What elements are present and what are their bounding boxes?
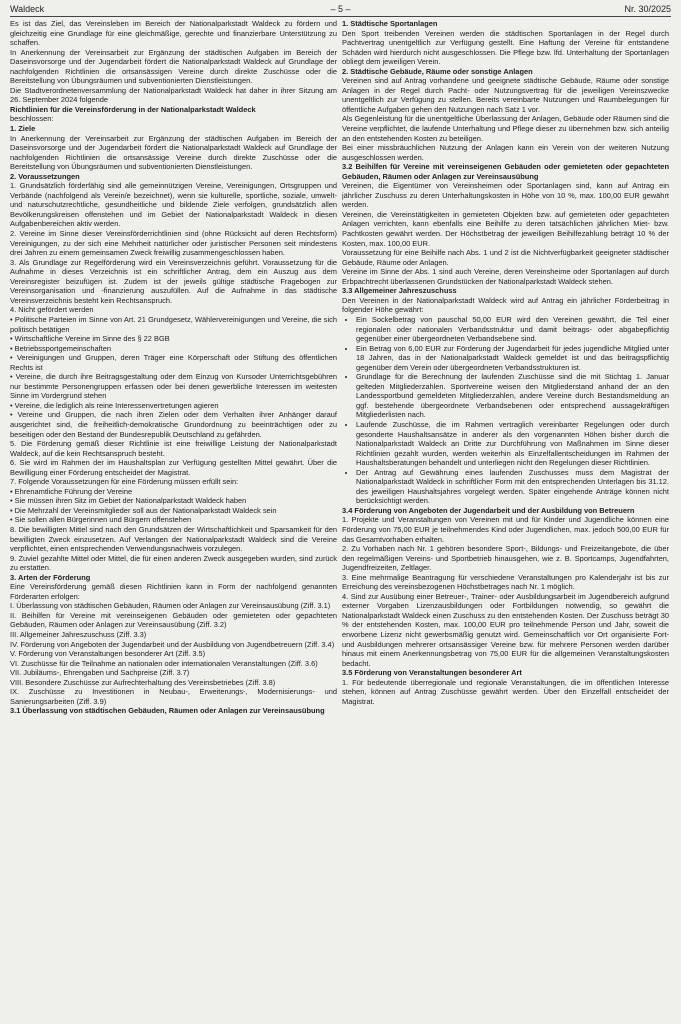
paragraph: Den Sport treibenden Vereinen werden die städtischen Sportanlagen in der Regel durch Pachtvertrag unentgeltlich zur Verfügung gestellt. Eine Haftung der Vereine für entstandene Schäden wird hierdurch nicht ausgeschlossen. Die Pflege bzw. lfd. Unterhaltung der Sportanlagen obliegt dem jeweiligen Verein.: [342, 28, 669, 67]
paragraph: • Sie sollen allen Bürgerinnen und Bürgern offenstehen: [10, 515, 192, 525]
paragraph: V. Förderung von Veranstaltungen besonderer Art (Ziff. 3.5): [10, 649, 206, 659]
section-heading: 3.2 Beihilfen für Vereine mit vereinseigenen Gebäuden oder gemieteten oder gepachteten Gebäuden, Räumen oder Anlagen zur Vereinsausübung: [342, 162, 669, 181]
paragraph: 3. Als Grundlage zur Regelförderung wird ein Vereinsverzeichnis geführt. Voraussetzung für die Aufnahme in dieses Verzeichnis ist ein schriftlicher Antrag, dem ein Auszug aus dem Vereinsregister beizufügen ist. Zudem ist der jeweils gültige städtische Fragebogen zur Vereinsorganisation und -finanzierung auszufüllen. Auf die Aufnahme in das städtische Vereinsverzeichnis besteht kein Rechtsanspruch.: [10, 257, 337, 305]
paragraph: Den Vereinen in der Nationalparkstadt Waldeck wird auf Antrag ein jährlicher Förderbeitrag in folgender Höhe gewährt:: [342, 295, 669, 315]
paragraph: • Die Mehrzahl der Vereinsmitglieder soll aus der Nationalparkstadt Waldeck sein: [10, 505, 277, 515]
left-column: [10, 19, 337, 1019]
paragraph: Es ist das Ziel, das Vereinsleben im Bereich der Nationalparkstadt Waldeck zu fördern und gleichzeitig eine Grundlage für eine gleichmäßige, gerechte und finanzierbare Unterstützung zu schaffen.: [10, 19, 337, 48]
paragraph: 1. Projekte und Veranstaltungen von Vereinen mit und für Kinder und Jugendliche können eine Förderung von 75,00 EUR je teilnehmendes Kind oder Jugendlichen, max. jedoch 500,00 EUR für das Gesamtvorhaben erhalten.: [342, 515, 669, 544]
section-heading: 3.5 Förderung von Veranstaltungen besonderer Art: [342, 668, 522, 678]
paragraph: VI. Zuschüsse für die Teilnahme an nationalen oder internationalen Veranstaltungen (Ziff. 3.6): [10, 658, 318, 668]
paragraph: • Politische Parteien im Sinne von Art. 21 Grundgesetz, Wählervereinigungen und Vereine, die sich politisch betätigen: [10, 314, 337, 334]
paragraph: • Vereine, die lediglich als reine Interessenvertretungen agieren: [10, 400, 219, 410]
paragraph: Eine Vereinsförderung gemäß diesen Richtlinien kann in Form der nachfolgend genannten Förderarten erfolgen:: [10, 582, 337, 601]
paragraph: • Vereine, die durch ihre Beitragsgestaltung oder dem Einzug von Kursoder Unterrichtsgebühren nur bestimmte Personengruppen erfassen oder bei denen gewerbliche Interessen im weitesten Sinne im Vordergrund stehen: [10, 372, 337, 401]
header-issue-number: Nr. 30/2025: [624, 4, 671, 14]
list-item: • Grundlage für die Berechnung der laufenden Zuschüsse sind die mit Stichtag 1. Januar gelteden Mitgliederzahlen. Sportvereine weisen den Mitgliederstand anhand der an den Landessportbund gemeldeten Mitgliederzahlen, andere Vereine durch Bestandsmeldung an ggf. bestehende übergeordnete Verbandsebenen oder entsprechend aussagekräftigen Mitgliederlisten nach.: [356, 372, 669, 420]
paragraph: • Sie müssen ihren Sitz im Gebiet der Nationalparkstadt Waldeck haben: [10, 496, 247, 506]
paragraph: 7. Folgende Voraussetzungen für eine Förderung müssen erfüllt sein:: [10, 477, 239, 487]
paragraph: Vereinen, die Vereinstätigkeiten in gemieteten Objekten bzw. auf gemieteten oder gepachteten Anlagen verrichten, kann ebenfalls eine Beihilfe zu deren tatsächlichen jährlichen Miet- bzw. Pachtkosten gewährt werden. Der Höchstbetrag der jeweiligen Beihilfezahlung beträgt 10 % der Kosten, max. 100,00 EUR.: [342, 209, 669, 248]
section-heading: Richtlinien für die Vereinsförderung in der Nationalparkstadt Waldeck: [10, 104, 256, 114]
paragraph: 5. Die Förderung gemäß dieser Richtlinie ist eine freiwillige Leistung der Nationalparkstadt Waldeck, auf die kein Rechtsanspruch besteht.: [10, 439, 337, 458]
list-item: • Ein Betrag von 6,00 EUR zur Förderung der Jugendarbeit für jedes jugendliche Mitglied unter 18 Jahren, das in der Nationalparkstadt Waldeck gemeldet ist und das beitragspflichtig gegenüber dem Verein oder übergeordneten Verbandsstrukturen ist.: [356, 344, 669, 373]
header-rule: [10, 16, 671, 17]
list-item: • Ein Sockelbetrag von pauschal 50,00 EUR wird den Vereinen gewährt, die Teil einer regionalen oder nationalen Verbandsstruktur und damit beitrags- oder abgabepflichtig gegenüber einer übergeordneten Verbandsebene sind.: [356, 315, 669, 344]
section-heading: 3.3 Allgemeiner Jahreszuschuss: [342, 286, 457, 296]
paragraph: 9. Zuviel gezahlte Mittel oder Mittel, die für einen anderen Zweck ausgegeben wurden, sind zurück zu erstatten.: [10, 553, 337, 573]
section-heading: 3. Arten der Förderung: [10, 572, 91, 582]
right-column: [342, 19, 669, 1019]
paragraph: IX. Zuschüsse zu Investitionen in Neubau-, Erweiterungs-, Modernisierungs- und Sanierungsarbeiten (Ziff. 3.9): [10, 687, 337, 706]
paragraph: beschlossen:: [10, 114, 54, 124]
paragraph: 4. Nicht gefördert werden: [10, 305, 94, 315]
section-heading: 2. Voraussetzungen: [10, 171, 80, 181]
paragraph: • Vereinigungen und Gruppen, deren Träger eine Körperschaft oder Stiftung des öffentlichen Rechts ist: [10, 353, 337, 372]
paragraph: Vereinen sind auf Antrag vorhandene und geeignete städtische Gebäude, Räume oder sonstige Anlagen in der Regel durch Pacht- oder Nutzungsvertrag für die jeweiligen Vereinszwecke unentgeltlich zur Verfügung zu stellen. Bereits vereinbarte Nutzungen und Raumbelegungen für öffentliche Aufgaben gehen den Nutzungen nach Satz 1 vor.: [342, 76, 669, 114]
paragraph: • Betriebssportgemeinschaften: [10, 343, 111, 353]
header-place: Waldeck: [10, 4, 45, 14]
paragraph: Voraussetzung für eine Beihilfe nach Abs. 1 und 2 ist die Nichtverfügbarkeit geeigneter städtischer Gebäude, Räume oder Anlagen.: [342, 248, 669, 267]
header-page-number: – 5 –: [330, 4, 351, 14]
paragraph: 3. Eine mehrmalige Beantragung für verschiedene Veranstaltungen pro Kalenderjahr ist bis zur Erreichung des vereinsbezogenen Höchstbetrages nach Nr. 1 möglich.: [342, 572, 669, 592]
section-heading: 1. Städtische Sportanlagen: [342, 19, 438, 28]
paragraph: In Anerkennung der Vereinsarbeit zur Ergänzung der städtischen Aufgaben im Bereich der Daseinsvorsorge und der Jugendarbeit fördert die Nationalparkstadt Waldeck auf Grundlage der nachfolgenden Richtlinien die ortsansässige Vereine durch direkte Zuschüsse oder die Bereitstellung von Übungsräumen und subventionierten Dienstleistungen.: [10, 133, 337, 172]
paragraph: Vereine im Sinne der Abs. 1 sind auch Vereine, deren Vereinsheime oder Sportanlagen auf durch Erbpachtrecht überlassenen Grundstücken der Nationalparkstadt Waldeck stehen.: [342, 267, 669, 286]
paragraph: • Vereine und Gruppen, die nach ihren Zielen oder dem Verhalten ihrer Anhänger darauf ausgerichtet sind, die freiheitlich-demokratische Grundordnung zu beeinträchtigen oder zu beseitigen oder den Bestand der Bundesrepublik Deutschland zu gefährden.: [10, 410, 337, 439]
running-header: [10, 3, 671, 15]
paragraph: 1. Für bedeutende überregionale und regionale Veranstaltungen, die im öffentlichen Interesse stehen, können auf Antrag Zuschüsse gewährt werden. Über den Einzelfall entscheidet der Magistrat.: [342, 677, 669, 706]
paragraph: II. Beihilfen für Vereine mit vereinseigenen Gebäuden oder gemieteten oder gepachteten Gebäuden, Räumen oder Anlagen zur Vereinsausübung (Ziff. 3.2): [10, 610, 337, 630]
paragraph: 2. Zu Vorhaben nach Nr. 1 gehören besondere Sport-, Bildungs- und Freizeitangebote, die über den regelmäßigen Vereins- und Sportbetrieb hinausgehen, wie z. B. Sportcamps, Jugendfahrten, Jugendfreizeiten, Zeltlager.: [342, 544, 669, 573]
paragraph: IV. Förderung von Angeboten der Jugendarbeit und der Ausbildung von Jugendbetreuern (Ziff. 3.4): [10, 639, 335, 649]
paragraph: 8. Die bewilligten Mittel sind nach den Grundsätzen der Wirtschaftlichkeit und Sparsamkeit für den bewilligten Zweck einzusetzen. Auf Verlangen der Nationalparkstadt Waldeck sind die Vereine verpflichtet, einen entsprechenden Verwendungsnachweis vorzulegen.: [10, 524, 337, 554]
paragraph: I. Überlassung von städtischen Gebäuden, Räumen oder Anlagen zur Vereinsausübung (Ziff. 3.1): [10, 601, 331, 611]
paragraph: VIII. Besondere Zuschüsse zur Aufrechterhaltung des Vereinsbetriebes (Ziff. 3.8): [10, 677, 276, 687]
section-heading: 2. Städtische Gebäude, Räume oder sonstige Anlagen: [342, 66, 533, 76]
list-item: • Laufende Zuschüsse, die im Rahmen vertraglich vereinbarter Regelungen oder durch gesonderte Haushaltsansätze in anderer als den vorgenannten Höhen bisher durch die Nationalparkstadt Waldeck an Dritte zur Durchführung von Maßnahmen im Sinne dieser Richtlinien gezahlt wurden, werden weiterhin als Einzelfallentscheidungen im Rahmen der Haushaltsberatungen behandelt und unterliegen nicht den Regelungen dieser Richtlinien.: [356, 420, 669, 468]
paragraph: In Anerkennung der Vereinsarbeit zur Ergänzung der städtischen Aufgaben im Bereich der Daseinsvorsorge und der Jugendarbeit fördert die Nationalparkstadt Waldeck auf Grundlage der nachfolgenden Richtlinien die ortsansässigen Vereine durch direkte Zuschüsse oder die Bereitstellung von Übungsräumen und subventionierten Dienstleistungen.: [10, 47, 337, 86]
section-heading: 3.4 Förderung von Angeboten der Jugendarbeit und der Ausbildung von Betreuern: [342, 505, 635, 515]
paragraph: Vereinen, die Eigentümer von Vereinsheimen oder Sportanlagen sind, kann auf Antrag ein jährlicher Zuschuss zu deren Unterhaltungskosten in Höhe von 10 %, max. 100,00 EUR gewährt werden.: [342, 181, 669, 210]
bullet-list: [342, 315, 669, 506]
paragraph: Bei einer missbräuchlichen Nutzung der Anlagen kann ein Verein von der weiteren Nutzung ausgeschlossen werden.: [342, 143, 669, 162]
paragraph: Die Stadtverordnetenversammlung der Nationalparkstadt Waldeck hat daher in ihrer Sitzung am 26. September 2024 folgende: [10, 85, 337, 105]
paragraph: Als Gegenleistung für die unentgeltliche Überlassung der Anlagen, Gebäude oder Räumen sind die Vereine verpflichtet, die laufende Unterhaltung und Pflege dieser zu übernehmen bzw. sich anteilig an den entstehenden Kosten zu beteiligen.: [342, 114, 669, 143]
paragraph: 2. Vereine im Sinne dieser Vereinsförderrichtlinien sind (ohne Rücksicht auf deren Rechtsform) Vereinigungen, zu der sich eine Mehrheit natürlicher oder juristischer Personen seit mindestens drei Jahren zu einem gemeinsamen Zweck freiwillig zusammengeschlossen haben.: [10, 229, 337, 258]
paragraph: 6. Sie wird im Rahmen der im Haushaltsplan zur Verfügung gestellten Mittel gewährt. Über die Bewilligung einer Förderung entscheidet der Magistrat.: [10, 458, 337, 477]
paragraph: III. Allgemeiner Jahreszuschuss (Ziff. 3.3): [10, 630, 147, 639]
section-heading: 3.1 Überlassung von städtischen Gebäuden, Räumen oder Anlagen zur Vereinsausübung: [10, 706, 325, 716]
paragraph: 1. Grundsätzlich förderfähig sind alle gemeinnützigen Vereine, Vereinigungen, Ortsgruppen und Verbände (nachfolgend als Verein/e bezeichnet), wenn sie kulturelle, sportliche, soziale, umwelt- und naturschutzrechtliche, gesundheitliche und bildende Ziele verfolgen, grundsätzlich allen Bevölkerungskreisen offenstehen und im Gebiet der Nationalparkstadt Waldeck in diesen Aufgabenbereichen aktiv werden.: [10, 181, 337, 229]
paragraph: VII. Jubiläums-, Ehrengaben und Sachpreise (Ziff. 3.7): [10, 668, 190, 678]
list-item: • Der Antrag auf Gewährung eines laufenden Zuschusses muss dem Magistrat der Nationalparkstadt Waldeck in schriftlicher Form mit den entsprechenden Unterlagen bis 31.12. des jeweiligen Haushaltsjahres vorgelegt werden. Später eingehende Anträge können nicht berücksichtigt werden.: [356, 468, 669, 506]
paragraph: • Wirtschaftliche Vereine im Sinne des § 22 BGB: [10, 334, 170, 344]
section-heading: 1. Ziele: [10, 124, 36, 134]
paragraph: • Ehrenamtliche Führung der Vereine: [10, 486, 133, 496]
paragraph: 4. Sind zur Ausübung einer Betreuer-, Trainer- oder Ausbildungsarbeit im Jugendbereich aufgrund externer Vorgaben Lizenzausbildungen oder Fortbildungen notwendig, so gewährt die Nationalparkstadt Waldeck einen Zuschuss zu den entstehenden Kosten. Der Zuschuss beträgt 30 % der entstehenden Kosten, max. 100,00 EUR pro teilnehmende Person und Jahr, soweit die erworbene Lizenz nicht gewerbsmäßig genutzt wird. Gemeinschaftlich vor Ort organisierte Fort- und Ausbildungen mehrerer ortsansässiger Vereine bzw. für mehrere Personen werden darüber hinaus mit einem Anerkennungsbetrag von 75,00 EUR für die allgemeinen Veranstaltungskosten bedacht.: [342, 591, 669, 668]
